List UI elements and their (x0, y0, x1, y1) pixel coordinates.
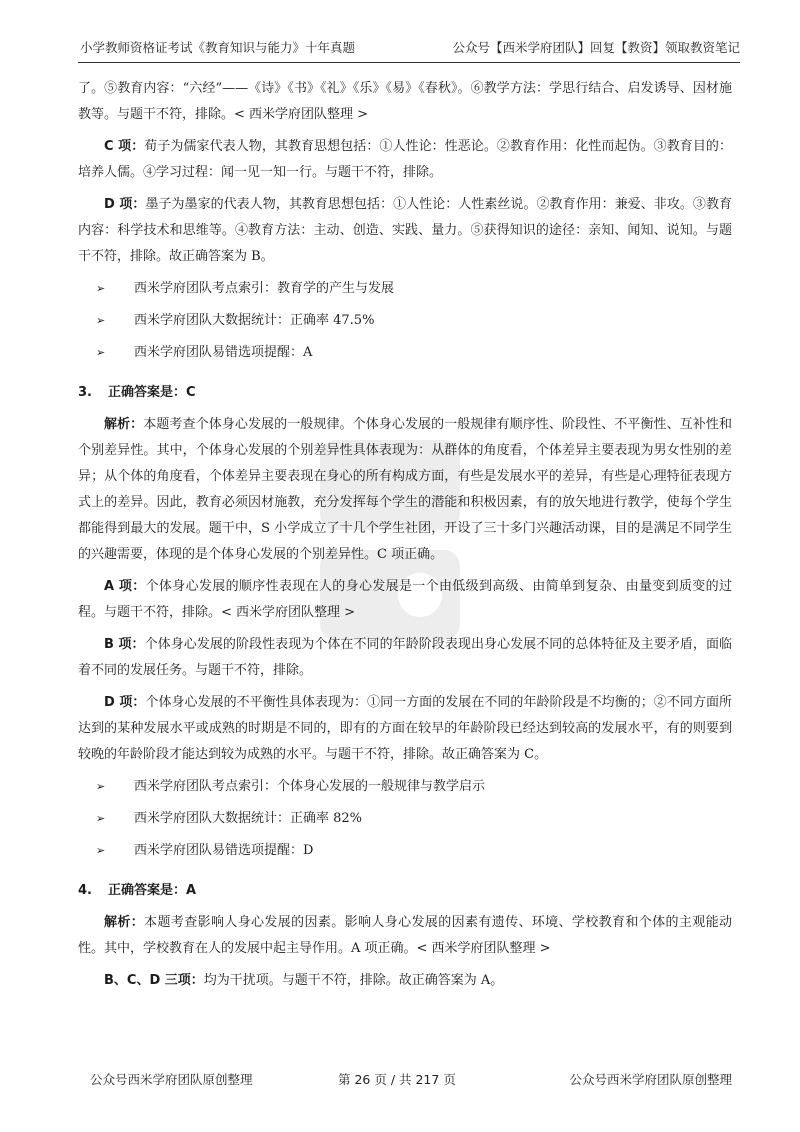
page-content (78, 76, 732, 1000)
arrow-bullet-icon: ➢ (96, 812, 106, 825)
arrow-bullet-icon: ➢ (96, 314, 106, 327)
option-text: 荀子为儒家代表人物，其教育思想包括：①人性论：性恶论。②教育作用：化性而起伪。③教育目的：培养人儒。④学习过程：闻一见一知一行。与题干不符，排除。 (78, 139, 732, 180)
option-label: B、C、D 三项： (104, 973, 204, 988)
header-promo: 公众号【西米学府团队】回复【教资】领取教资笔记 (452, 40, 740, 55)
question-answer: 正确答案是：A (108, 883, 197, 898)
option-bcd-explanation (78, 968, 732, 994)
list-item-text: 西米学府团队大数据统计：正确率 82% (134, 811, 363, 826)
option-b-explanation (78, 632, 732, 684)
footer-left-text: 公众号西米学府团队原创整理 (90, 1072, 253, 1087)
option-label: A 项： (104, 579, 146, 594)
option-label: C 项： (104, 139, 145, 154)
analysis-paragraph (78, 412, 732, 568)
question-heading (78, 878, 732, 904)
question-number: 4. (78, 883, 92, 898)
header-title: 小学教师资格证考试《教育知识与能力》十年真题 (80, 40, 356, 55)
arrow-bullet-icon: ➢ (96, 346, 106, 359)
analysis-label: 解析： (104, 915, 145, 930)
option-d-explanation (78, 192, 732, 270)
page-header (78, 34, 740, 63)
option-text: 墨子为墨家的代表人物，其教育思想包括：①人性论：人性素丝说。②教育作用：兼爱、非攻。③教育内容：科学技术和思维等。④教育方法：主动、创造、实践、量力。⑤获得知识的途径：亲知、闻知、说知。与题干不符，排除。故正确答案为 B。 (78, 197, 732, 264)
list-item (78, 838, 732, 864)
question-answer: 正确答案是：C (108, 385, 196, 400)
question-heading (78, 380, 732, 406)
option-label: D 项： (104, 695, 146, 710)
list-item (78, 308, 732, 334)
list-item-text: 西米学府团队易错选项提醒：A (134, 345, 313, 360)
analysis-paragraph (78, 910, 732, 962)
option-c-explanation (78, 134, 732, 186)
paragraph: 了。⑤教育内容：“六经”——《诗》《书》《礼》《乐》《易》《春秋》。⑥教学方法：学思行结合、启发诱导、因材施教等。与题干不符，排除。< 西米学府团队整理 > (78, 81, 732, 122)
option-text: 个体身心发展的阶段性表现为个体在不同的年龄阶段表现出身心发展不同的总体特征及主要矛盾，面临着不同的发展任务。与题干不符，排除。 (78, 637, 732, 678)
list-item-text: 西米学府团队大数据统计：正确率 47.5% (134, 313, 375, 328)
option-d-explanation (78, 690, 732, 768)
option-text: 均为干扰项。与题干不符，排除。故正确答案为 A。 (203, 973, 504, 988)
option-label: D 项： (104, 197, 146, 212)
option-text: 个体身心发展的不平衡性具体表现为：①同一方面的发展在不同的年龄阶段是不均衡的；②不同方面所达到的某种发展水平或成熟的时期是不同的，即有的方面在较早的年龄阶段已经达到较高的发展水平，有的则要到较晚的年龄阶段才能达到较为成熟的水平。与题干不符，排除。故正确答案为 C。 (78, 695, 732, 762)
arrow-bullet-icon: ➢ (96, 844, 106, 857)
page-footer (90, 1070, 732, 1090)
list-item-text: 西米学府团队考点索引：个体身心发展的一般规律与教学启示 (134, 779, 486, 794)
analysis-text: 本题考查个体身心发展的一般规律。个体身心发展的一般规律有顺序性、阶段性、不平衡性、互补性和个别差异性。其中，个体身心发展的个别差异性具体表现为：从群体的角度看，个体差异主要表现为男女性别的差异；从个体的角度看，个体差异主要表现在身心的所有构成方面，有些是发展水平的差异，有些是心理特征表现方式上的差异。因此，教育必须因材施教，充分发挥每个学生的潜能和积极因素，有的放矢地进行教学，使每个学生都能得到最大的发展。题干中，S 小学成立了十几个学生社团，开设了三十多门兴趣活动课，目的是满足不同学生的兴趣需要，体现的是个体身心发展的个别差异性。C 项正确。 (78, 417, 732, 562)
question-number: 3. (78, 385, 92, 400)
arrow-bullet-icon: ➢ (96, 282, 106, 295)
list-item-text: 西米学府团队考点索引：教育学的产生与发展 (134, 281, 395, 296)
option-a-explanation (78, 574, 732, 626)
list-item (78, 276, 732, 302)
analysis-text: 本题考查影响人身心发展的因素。影响人身心发展的因素有遗传、环境、学校教育和个体的主观能动性。其中，学校教育在人的发展中起主导作用。A 项正确。< 西米学府团队整理 > (78, 915, 732, 956)
list-item-text: 西米学府团队易错选项提醒：D (134, 843, 314, 858)
list-item (78, 340, 732, 366)
option-text: 个体身心发展的顺序性表现在人的身心发展是一个由低级到高级、由简单到复杂、由量变到质变的过程。与题干不符，排除。< 西米学府团队整理 > (78, 579, 732, 620)
footer-right-text: 公众号西米学府团队原创整理 (569, 1072, 732, 1087)
option-label: B 项： (104, 637, 145, 652)
list-item (78, 806, 732, 832)
list-item (78, 774, 732, 800)
page-number: 第 26 页 / 共 217 页 (338, 1072, 456, 1087)
analysis-label: 解析： (104, 417, 144, 432)
arrow-bullet-icon: ➢ (96, 780, 106, 793)
